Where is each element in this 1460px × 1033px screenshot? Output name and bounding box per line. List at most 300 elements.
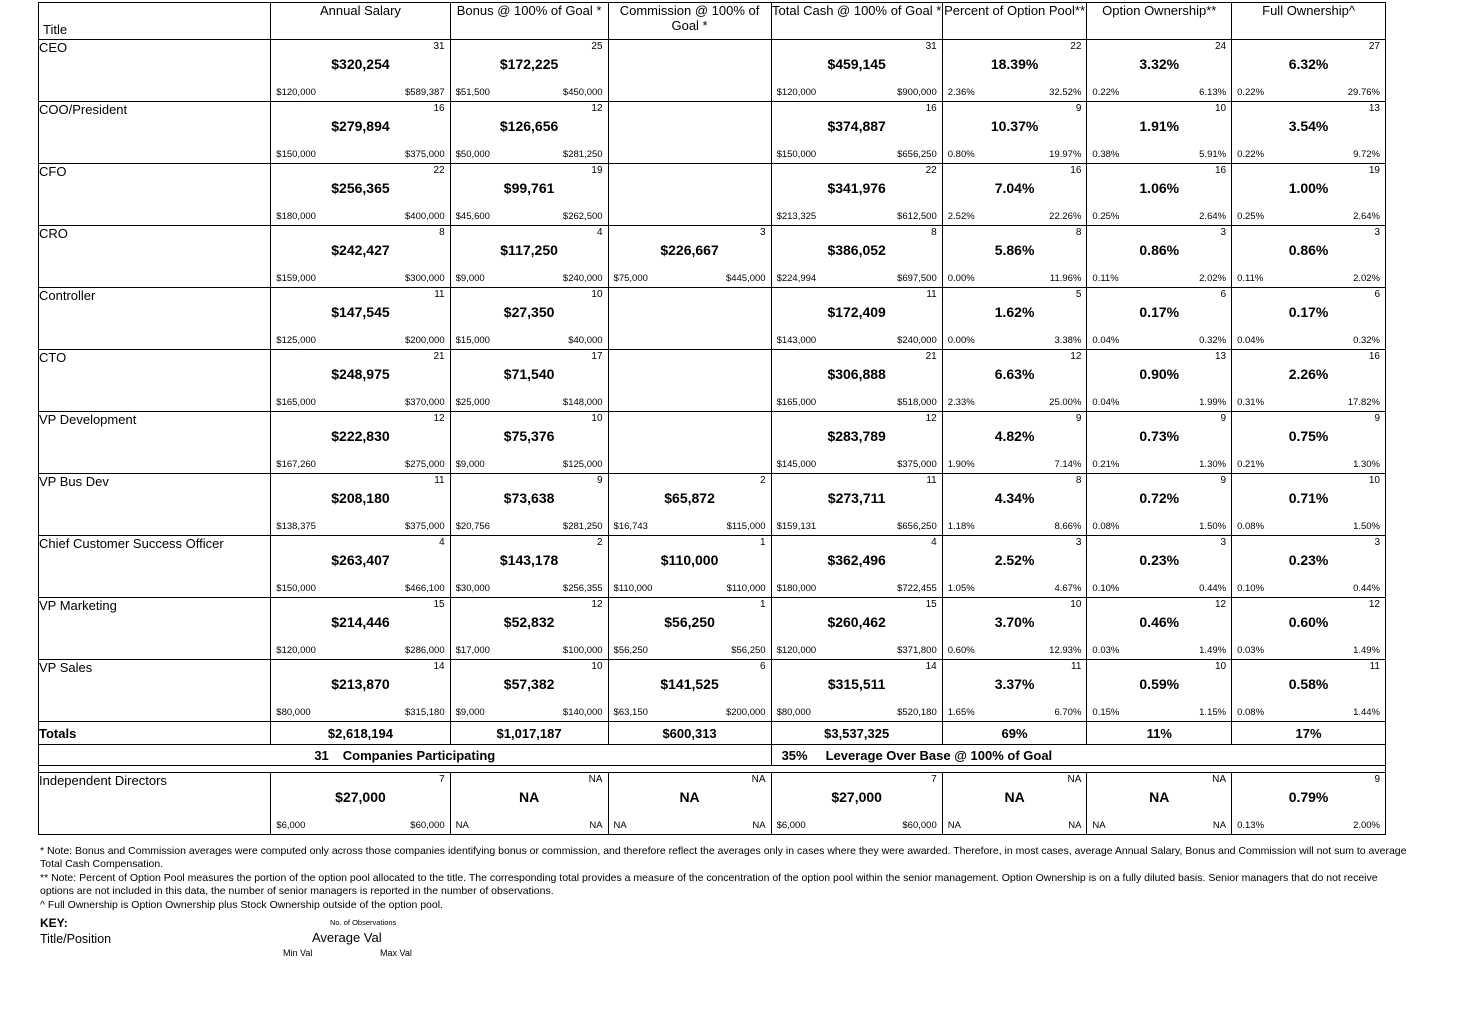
max-value: $315,180 [405,707,445,718]
observations: 10 [1070,599,1082,610]
max-value: $612,500 [897,211,937,222]
average-value: 0.86% [1288,242,1329,258]
average-value: $273,711 [827,490,886,506]
table-header [39,3,1386,40]
max-value: 32.52% [1049,87,1082,98]
cell-annual-salary [271,773,450,835]
max-value: 6.70% [1054,707,1082,718]
key-average-value: Average Val [312,929,382,945]
average-value: $279,894 [331,118,390,134]
max-value: $445,000 [725,273,766,284]
min-value: $45,600 [455,211,490,222]
totals-full-ownership: 17% [1232,722,1386,745]
cell-percent-option-pool [942,773,1087,835]
average-value: 1.06% [1139,180,1180,196]
footnote-option-pool: ** Note: Percent of Option Pool measures the portion of the option pool allocated to the title. The corresponding total provides a measure of the concentration of the option pool within the senior management. Option Ownership is on a fully diluted basis. Senior managers that do not receive options are not included in this data, the number of senior managers is reported in the number of observations. [40,872,1378,897]
observations: 10 [591,289,603,300]
participating-label: Companies Participating [342,747,496,763]
cell-commission [608,288,771,350]
cell-annual-salary [271,226,450,288]
cell-total-cash [771,598,942,660]
cell-option-ownership [1087,412,1232,474]
min-value: 0.13% [1237,820,1265,831]
average-value: $242,427 [331,242,390,258]
max-value: 1.50% [1353,521,1380,532]
observations: 10 [1214,103,1227,114]
column-header-title: Title [39,3,271,40]
min-value: $150,000 [276,149,316,160]
cell-commission [608,598,771,660]
observations: 10 [591,661,603,672]
totals-row [39,722,1386,745]
min-value: NA [613,820,627,831]
average-value: 1.62% [994,304,1035,320]
observations: 12 [591,103,603,114]
average-value: 1.91% [1139,118,1180,134]
observations: 9 [596,475,603,486]
average-value: $172,409 [827,304,886,320]
cell-option-ownership [1087,226,1232,288]
observations: 4 [596,227,603,238]
average-value: 2.26% [1288,366,1329,382]
average-value: 3.37% [994,676,1035,692]
observations: 14 [925,661,937,672]
column-header-full-ownership: Full Ownership^ [1232,3,1386,40]
average-value: 7.04% [994,180,1035,196]
average-value: $386,052 [827,242,886,258]
max-value: 0.32% [1353,335,1380,346]
cell-bonus [450,226,608,288]
average-value: $147,545 [331,304,390,320]
min-value: $80,000 [276,707,311,718]
min-value: 0.00% [947,335,975,346]
average-value: $52,832 [503,614,555,630]
observations: 11 [434,475,445,486]
row-title: CEO [39,40,271,102]
min-value: $213,325 [776,211,817,222]
observations: 10 [591,413,603,424]
leverage-value: 35% [781,747,808,763]
max-value: $520,180 [897,707,937,718]
cell-percent-option-pool [942,474,1087,536]
min-value: 0.10% [1092,583,1120,594]
min-value: 0.22% [1237,149,1265,160]
observations: 21 [433,351,445,362]
average-value: $71,540 [503,366,555,382]
table-row [39,164,1386,226]
cell-annual-salary [271,536,450,598]
observations: 3 [1075,537,1082,548]
cell-annual-salary [271,350,450,412]
average-value: 3.32% [1139,56,1180,72]
min-value: $159,131 [776,521,817,532]
max-value: $370,000 [405,397,445,408]
cell-total-cash [771,660,942,722]
cell-option-ownership [1087,474,1232,536]
cell-percent-option-pool [942,102,1087,164]
min-value: 2.52% [947,211,975,222]
cell-bonus [450,598,608,660]
min-value: $150,000 [776,149,817,160]
observations: NA [751,774,766,785]
min-value: 0.21% [1237,459,1265,470]
cell-percent-option-pool [942,412,1087,474]
cell-total-cash [771,226,942,288]
cell-option-ownership [1087,773,1232,835]
observations: 2 [760,475,766,486]
observations: 13 [1214,351,1227,362]
max-value: 1.15% [1199,707,1227,718]
table-row [39,598,1386,660]
observations: 22 [925,165,937,176]
min-value: $56,250 [613,645,648,656]
max-value: 9.72% [1353,149,1380,160]
cell-full-ownership [1232,474,1386,536]
max-value: 1.30% [1353,459,1380,470]
cell-bonus [450,412,608,474]
min-value: 1.05% [947,583,975,594]
max-value: $56,250 [731,645,766,656]
average-value: 3.70% [994,614,1035,630]
max-value: 5.91% [1199,149,1227,160]
observations: NA [588,774,603,785]
average-value: $315,511 [827,676,886,692]
compensation-table [38,2,1386,835]
row-title: VP Sales [39,660,271,722]
cell-option-ownership [1087,536,1232,598]
totals-label: Totals [39,722,271,745]
cell-bonus [450,102,608,164]
max-value: $240,000 [897,335,937,346]
min-value: 0.08% [1092,521,1120,532]
min-value: $9,000 [455,459,485,470]
max-value: 1.44% [1353,707,1380,718]
max-value: $375,000 [405,521,445,532]
max-value: 22.26% [1049,211,1082,222]
observations: 11 [434,289,445,300]
average-value: $172,225 [499,56,559,72]
observations: 31 [925,41,937,52]
cell-full-ownership [1232,226,1386,288]
max-value: $200,000 [405,335,445,346]
min-value: 2.33% [947,397,975,408]
observations: 9 [1075,103,1082,114]
max-value: $450,000 [562,87,603,98]
observations: 16 [433,103,445,114]
observations: 9 [1075,413,1082,424]
min-value: $17,000 [455,645,490,656]
average-value: 0.90% [1139,366,1180,382]
average-value: NA [679,789,700,805]
observations: 10 [1214,661,1227,672]
max-value: $466,100 [405,583,445,594]
min-value: $165,000 [776,397,817,408]
min-value: 0.11% [1092,273,1119,284]
key-min-value: Min Val [283,947,313,958]
average-value: $374,887 [827,118,886,134]
cell-full-ownership [1232,412,1386,474]
max-value: $518,000 [897,397,937,408]
max-value: 1.30% [1199,459,1227,470]
min-value: 0.60% [947,645,975,656]
table-row [39,226,1386,288]
cell-option-ownership [1087,40,1232,102]
max-value: 0.32% [1199,335,1227,346]
average-value: $320,254 [331,56,390,72]
observations: 12 [591,599,603,610]
min-value: $6,000 [776,820,806,831]
cell-annual-salary [271,164,450,226]
row-spacer [39,766,1386,773]
max-value: 2.64% [1199,211,1227,222]
average-value: $256,365 [331,180,390,196]
min-value: 1.65% [947,707,975,718]
min-value: $143,000 [776,335,817,346]
max-value: $371,800 [897,645,937,656]
average-value: 0.23% [1139,552,1180,568]
observations: 9 [1374,413,1380,424]
cell-percent-option-pool [942,350,1087,412]
average-value: $57,382 [503,676,555,692]
min-value: $145,000 [776,459,817,470]
totals-bonus: $1,017,187 [450,722,608,745]
cell-percent-option-pool [942,226,1087,288]
observations: 2 [596,537,603,548]
max-value: 25.00% [1049,397,1082,408]
average-value: 0.79% [1288,789,1329,805]
average-value: $143,178 [499,552,559,568]
min-value: 2.36% [947,87,975,98]
observations: 15 [925,599,937,610]
max-value: $722,455 [897,583,937,594]
average-value: 6.32% [1288,56,1329,72]
observations: 7 [439,774,445,785]
column-header-percent-option-pool: Percent of Option Pool** [942,3,1087,40]
row-title: VP Development [39,412,271,474]
min-value: $125,000 [276,335,316,346]
average-value: 2.52% [994,552,1035,568]
average-value: $99,761 [503,180,555,196]
min-value: $50,000 [455,149,490,160]
average-value: $117,250 [500,242,558,258]
average-value: $260,462 [827,614,886,630]
observations: 3 [1374,537,1380,548]
max-value: $140,000 [562,707,603,718]
cell-annual-salary [271,598,450,660]
min-value: 0.04% [1092,335,1120,346]
cell-total-cash [771,412,942,474]
cell-full-ownership [1232,773,1386,835]
average-value: 3.54% [1288,118,1329,134]
cell-commission [608,164,771,226]
max-value: $275,000 [405,459,445,470]
max-value: 1.50% [1199,521,1227,532]
average-value: $208,180 [331,490,390,506]
observations: 12 [1368,599,1380,610]
cell-full-ownership [1232,598,1386,660]
max-value: 29.76% [1347,87,1380,98]
cell-option-ownership [1087,288,1232,350]
average-value: $27,350 [503,304,555,320]
table-body [39,40,1386,835]
totals-commission: $600,313 [608,722,771,745]
max-value: $256,355 [562,583,603,594]
leverage-over-base [771,745,1385,766]
min-value: 0.38% [1092,149,1120,160]
table-row [39,102,1386,164]
max-value: $286,000 [405,645,445,656]
observations: 11 [926,475,937,486]
min-value: $20,756 [455,521,490,532]
observations: 16 [1368,351,1380,362]
max-value: $148,000 [562,397,603,408]
min-value: 0.22% [1237,87,1265,98]
max-value: $262,500 [562,211,603,222]
max-value: NA [1068,820,1082,831]
cell-commission [608,40,771,102]
min-value: $120,000 [776,87,817,98]
max-value: 6.13% [1199,87,1227,98]
min-value: $80,000 [776,707,811,718]
cell-percent-option-pool [942,40,1087,102]
footnotes [40,845,1410,912]
table-row [39,350,1386,412]
cell-commission [608,350,771,412]
min-value: $15,000 [455,335,490,346]
average-value: $283,789 [827,428,886,444]
max-value: 8.66% [1054,521,1082,532]
max-value: $240,000 [562,273,603,284]
min-value: 0.80% [947,149,975,160]
max-value: $110,000 [726,583,766,594]
average-value: $75,376 [503,428,555,444]
column-header-option-ownership: Option Ownership** [1087,3,1232,40]
cell-commission [608,660,771,722]
companies-participating [39,745,772,766]
cell-full-ownership [1232,536,1386,598]
max-value: $400,000 [405,211,445,222]
min-value: 0.04% [1092,397,1120,408]
independent-directors-row [39,773,1386,835]
observations: 22 [433,165,445,176]
average-value: 0.75% [1288,428,1329,444]
table-row [39,660,1386,722]
average-value: $341,976 [827,180,886,196]
max-value: $100,000 [562,645,603,656]
cell-total-cash [771,536,942,598]
observations: 12 [1214,599,1227,610]
spacer-cell [39,766,1386,773]
average-value: $110,000 [660,552,719,568]
observations: 6 [760,661,766,672]
average-value: 0.59% [1139,676,1180,692]
max-value: $375,000 [897,459,937,470]
cell-total-cash [771,474,942,536]
min-value: $167,260 [276,459,316,470]
cell-percent-option-pool [942,164,1087,226]
min-value: $120,000 [276,87,316,98]
max-value: 1.99% [1199,397,1227,408]
min-value: $150,000 [276,583,316,594]
row-title: Controller [39,288,271,350]
observations: 11 [1071,661,1082,672]
min-value: $63,150 [613,707,648,718]
observations: 6 [1220,289,1227,300]
min-value: 0.22% [1092,87,1120,98]
totals-option-ownership: 11% [1087,722,1232,745]
observations: 12 [1070,351,1082,362]
max-value: 1.49% [1353,645,1380,656]
observations: 14 [433,661,445,672]
cell-total-cash [771,288,942,350]
participating-count: 31 [314,747,329,763]
cell-annual-salary [271,660,450,722]
observations: 22 [1070,41,1082,52]
cell-full-ownership [1232,102,1386,164]
observations: 3 [1374,227,1380,238]
min-value: 0.08% [1237,707,1265,718]
min-value: $159,000 [276,273,316,284]
table-row [39,474,1386,536]
observations: 25 [591,41,603,52]
column-header-annual-salary: Annual Salary [271,3,450,40]
observations: 8 [931,227,937,238]
table-row [39,288,1386,350]
cell-total-cash [771,102,942,164]
min-value: $110,000 [613,583,653,594]
cell-commission [608,536,771,598]
max-value: $115,000 [726,521,766,532]
average-value: $459,145 [827,56,886,72]
average-value: $65,872 [664,490,715,506]
cell-bonus [450,40,608,102]
observations: 4 [439,537,445,548]
max-value: $900,000 [897,87,937,98]
min-value: 0.15% [1092,707,1120,718]
row-title: Chief Customer Success Officer [39,536,271,598]
cell-full-ownership [1232,40,1386,102]
observations: 9 [1374,774,1380,785]
average-value: NA [1149,789,1170,805]
max-value: $281,250 [562,149,603,160]
observations: 5 [1075,289,1082,300]
observations: 11 [926,289,937,300]
cell-bonus [450,773,608,835]
min-value: 1.18% [947,521,975,532]
observations: 9 [1220,413,1227,424]
average-value: $27,000 [831,789,882,805]
observations: 1 [760,537,766,548]
min-value: 0.03% [1092,645,1120,656]
min-value: NA [455,820,469,831]
average-value: 0.72% [1139,490,1180,506]
min-value: $224,994 [776,273,817,284]
min-value: 0.11% [1237,273,1264,284]
footnote-bonus-commission: * Note: Bonus and Commission averages were computed only across those companies identifying bonus or commission, and therefore reflect the averages only in cases where they were awarded. Therefore, in most cases, average Annual Salary, Bonus and Commission will not sum to average Total Cash Compensation. [40,845,1407,870]
observations: 12 [433,413,445,424]
average-value: 0.86% [1139,242,1180,258]
observations: 24 [1214,41,1227,52]
cell-bonus [450,474,608,536]
min-value: $9,000 [455,707,485,718]
average-value: $213,870 [331,676,390,692]
max-value: NA [752,820,766,831]
observations: 31 [433,41,445,52]
average-value: $263,407 [331,552,390,568]
cell-percent-option-pool [942,598,1087,660]
observations: 7 [931,774,937,785]
cell-full-ownership [1232,660,1386,722]
